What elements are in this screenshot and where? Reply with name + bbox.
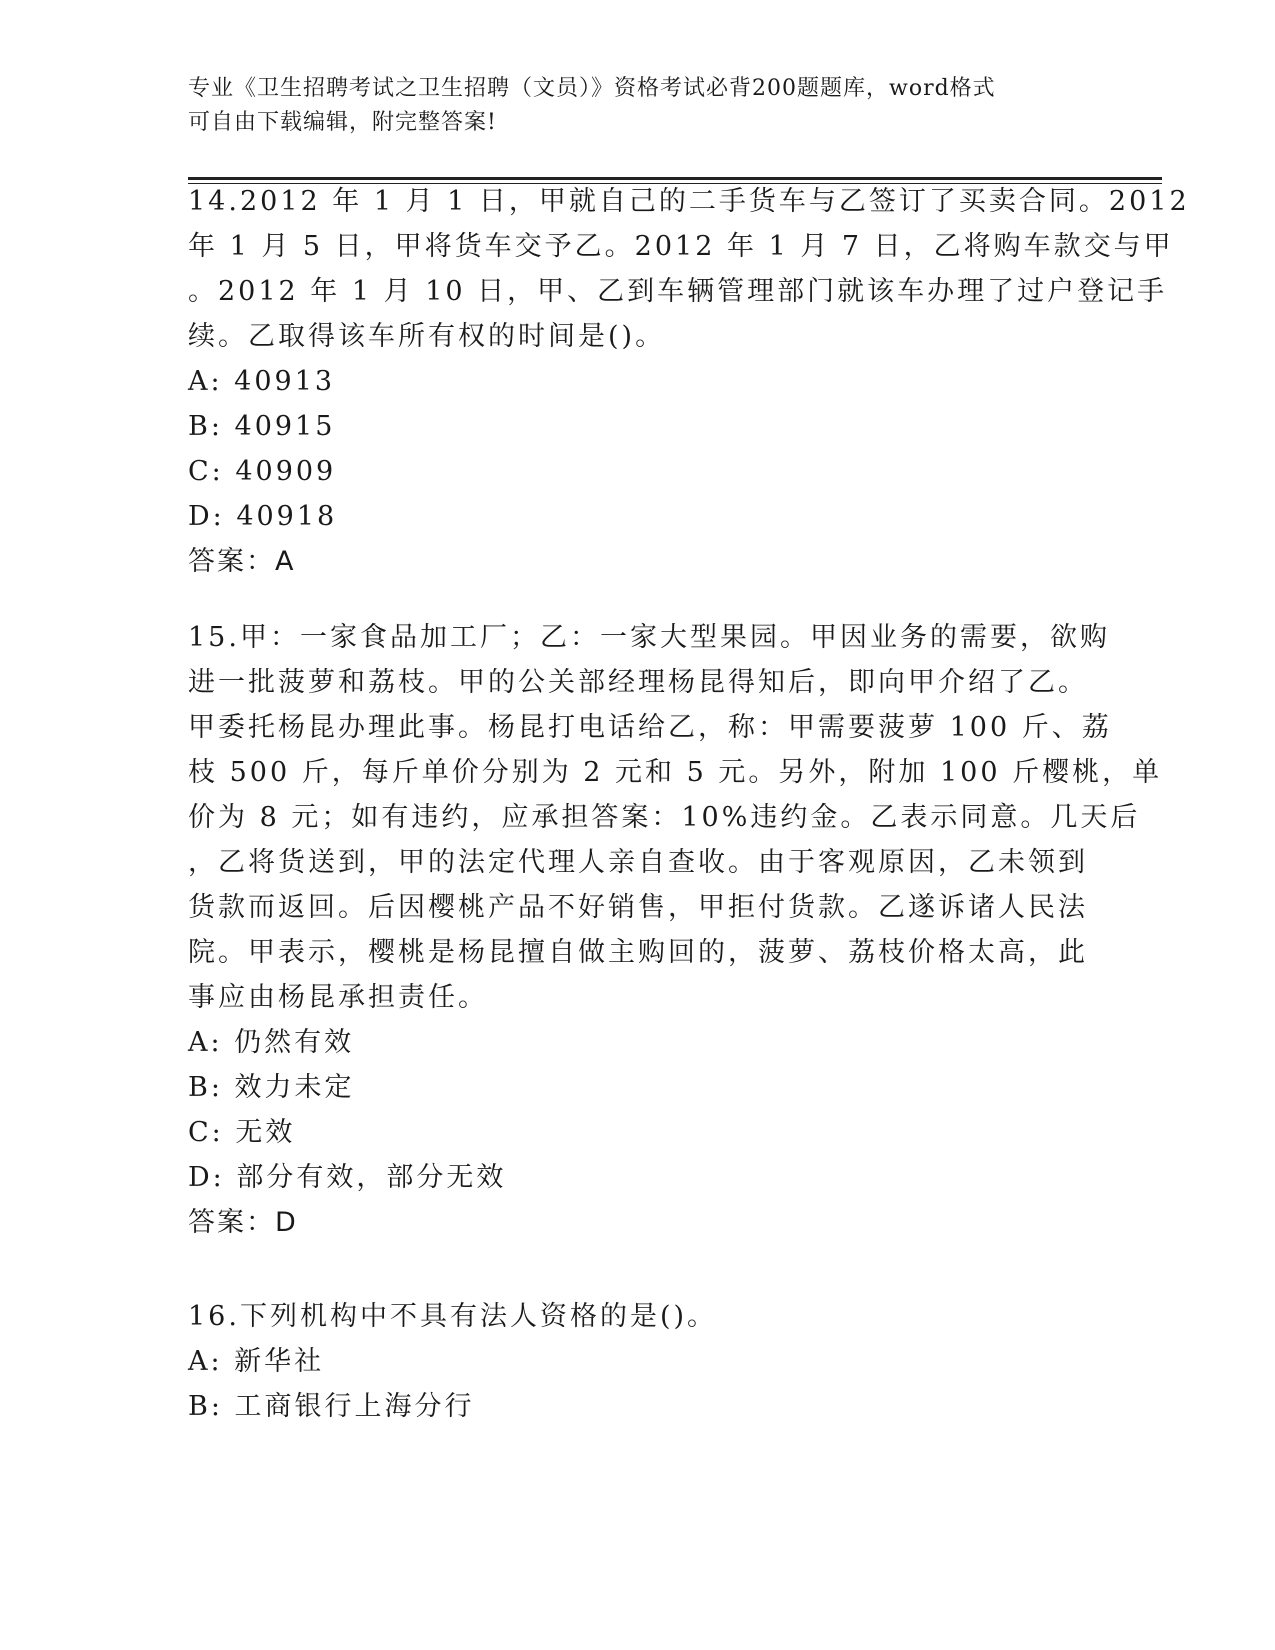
question-stem-line: 15.甲：一家食品加工厂；乙：一家大型果园。甲因业务的需要，欲购 — [188, 622, 1110, 653]
question-stem-line: 年 1 月 5 日，甲将货车交予乙。2012 年 1 月 7 日，乙将购车款交与甲 — [188, 231, 1174, 262]
question-stem-line: 甲委托杨昆办理此事。杨昆打电话给乙，称：甲需要菠萝 100 斤、荔 — [188, 712, 1112, 743]
question-stem-line: 价为 8 元；如有违约，应承担答案：10%违约金。乙表示同意。几天后 — [188, 802, 1141, 833]
question-stem-line: 事应由杨昆承担责任。 — [188, 982, 488, 1013]
option-b: B: 效力未定 — [188, 1072, 355, 1103]
question-14 — [188, 179, 1190, 584]
answer-line: 答案：A — [188, 546, 296, 577]
option-b: B: 工商银行上海分行 — [188, 1391, 475, 1422]
option-d: D: 40918 — [188, 501, 338, 532]
question-stem-line: 16.下列机构中不具有法人资格的是()。 — [188, 1301, 718, 1332]
header-line-2: 可自由下载编辑，附完整答案! — [188, 110, 497, 135]
question-16 — [188, 1294, 1088, 1429]
answer-line: 答案：D — [188, 1207, 298, 1238]
option-a: A: 仍然有效 — [188, 1027, 355, 1058]
question-stem-line: 进一批菠萝和荔枝。甲的公关部经理杨昆得知后，即向甲介绍了乙。 — [188, 667, 1088, 698]
option-c: C: 无效 — [188, 1117, 296, 1148]
question-15 — [188, 615, 1163, 1245]
question-stem-line: 续。乙取得该车所有权的时间是()。 — [188, 321, 666, 352]
option-b: B: 40915 — [188, 411, 336, 442]
option-c: C: 40909 — [188, 456, 337, 487]
header-line-1: 专业《卫生招聘考试之卫生招聘（文员）》资格考试必背200题题库，word格式 — [188, 76, 996, 101]
option-d: D: 部分有效，部分无效 — [188, 1162, 507, 1193]
question-stem-line: 货款而返回。后因樱桃产品不好销售，甲拒付货款。乙遂诉诸人民法 — [188, 892, 1088, 923]
question-stem-line: 。2012 年 1 月 10 日，甲、乙到车辆管理部门就该车办理了过户登记手 — [188, 276, 1168, 307]
document-header — [188, 72, 1088, 140]
question-stem-line: 枝 500 斤，每斤单价分别为 2 元和 5 元。另外，附加 100 斤樱桃，单 — [188, 757, 1163, 788]
option-a: A: 新华社 — [188, 1346, 325, 1377]
question-stem-line: ，乙将货送到，甲的法定代理人亲自查收。由于客观原因，乙未领到 — [188, 847, 1088, 878]
question-stem-line: 院。甲表示，樱桃是杨昆擅自做主购回的，菠萝、荔枝价格太高，此 — [188, 937, 1088, 968]
question-stem-line: 14.2012 年 1 月 1 日，甲就自己的二手货车与乙签订了买卖合同。2012 — [188, 186, 1190, 217]
option-a: A: 40913 — [188, 366, 336, 397]
